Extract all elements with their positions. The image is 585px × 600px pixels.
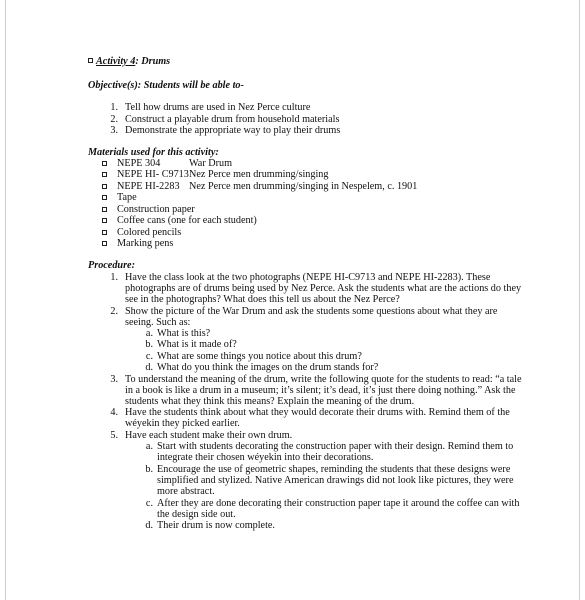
list-number: 2.	[110, 114, 118, 125]
list-number: 3.	[110, 374, 118, 385]
procedure-step-5-sub: more abstract.	[157, 486, 215, 497]
procedure-step-5-sub: Their drum is now complete.	[157, 520, 275, 531]
list-number: 5.	[110, 430, 118, 441]
document-page	[5, 0, 580, 600]
procedure-step-2-sub: What is this?	[157, 328, 211, 339]
procedure-step-5-sub: integrate their chosen wéyekin into their decorations.	[157, 452, 374, 463]
objectives-heading: Objective(s): Students will be able to-	[88, 80, 244, 91]
checkbox-icon	[88, 58, 93, 63]
procedure-step-2-sub: What are some things you notice about this drum?	[157, 351, 362, 362]
activity-heading: Activity 4: Drums	[88, 56, 170, 67]
materials-heading: Materials used for this activity:	[88, 147, 219, 158]
procedure-step-2-sub: What is it made of?	[157, 339, 237, 350]
procedure-step-1-line: Have the class look at the two photographs (NEPE HI-C9713 and NEPE HI-2283). These	[125, 272, 491, 283]
list-number: 3.	[110, 125, 118, 136]
bullet-icon	[102, 172, 107, 177]
bullet-icon	[102, 218, 107, 223]
sub-letter: c.	[145, 351, 153, 362]
procedure-step-2-sub: What do you think the images on the drum stands for?	[157, 362, 379, 373]
objective-item: Construct a playable drum from household materials	[125, 114, 340, 125]
bullet-icon	[102, 161, 107, 166]
procedure-step-4-line: Have the students think about what they would decorate their drums with. Remind them of the	[125, 407, 510, 418]
list-number: 4.	[110, 407, 118, 418]
procedure-step-2-line: seeing. Such as:	[125, 317, 191, 328]
sub-letter: b.	[145, 339, 153, 350]
bullet-icon	[102, 207, 107, 212]
procedure-step-5-sub: Encourage the use of geometric shapes, reminding the students that these designs were	[157, 464, 511, 475]
objective-item: Tell how drums are used in Nez Perce culture	[125, 102, 311, 113]
list-number: 1.	[110, 272, 118, 283]
bullet-icon	[102, 241, 107, 246]
bullet-icon	[102, 184, 107, 189]
material-item: Tape	[117, 192, 137, 203]
list-number: 2.	[110, 306, 118, 317]
procedure-step-5-sub: simplified and stylized. Native American drawings did not look like pictures, they were	[157, 475, 514, 486]
material-item: Construction paper	[117, 204, 195, 215]
material-item: Marking pens	[117, 238, 174, 249]
procedure-step-1-line: photographs are of drums being used by Nez Perce. Ask the students what are the actions do they	[125, 283, 522, 294]
material-code: NEPE 304	[117, 158, 161, 169]
procedure-heading: Procedure:	[88, 260, 135, 271]
sub-letter: b.	[145, 464, 153, 475]
procedure-step-4-line: wéyekin they picked earlier.	[125, 418, 240, 429]
procedure-step-5-line: Have each student make their own drum.	[125, 430, 293, 441]
procedure-step-2-line: Show the picture of the War Drum and ask the students some questions about what they are	[125, 306, 498, 317]
procedure-step-3-line: students what they think this means? Explain the meaning of the drum.	[125, 396, 415, 407]
sub-letter: d.	[145, 520, 153, 531]
sub-letter: a.	[145, 328, 153, 339]
procedure-step-5-sub: Start with students decorating the construction paper with their design. Remind them to	[157, 441, 514, 452]
material-code: NEPE HI- C9713	[117, 169, 189, 180]
procedure-step-3-line: in a book is like a drum in a museum; it’s silent; it’s dead, it’s just there doing nothing.” Ask the	[125, 385, 516, 396]
procedure-step-1-line: see in the photographs? What does this tell us about the Nez Perce?	[125, 294, 400, 305]
procedure-step-3-line: To understand the meaning of the drum, write the following quote for the students to read: “a tale	[125, 374, 522, 385]
procedure-step-5-sub: After they are done decorating their construction paper tape it around the coffee can with	[157, 498, 520, 509]
material-item: Coffee cans (one for each student)	[117, 215, 257, 226]
material-code: NEPE HI-2283	[117, 181, 180, 192]
list-number: 1.	[110, 102, 118, 113]
sub-letter: c.	[145, 498, 153, 509]
bullet-icon	[102, 195, 107, 200]
procedure-step-5-sub: the design side out.	[157, 509, 236, 520]
material-desc: War Drum	[189, 158, 233, 169]
objective-item: Demonstrate the appropriate way to play their drums	[125, 125, 341, 136]
sub-letter: d.	[145, 362, 153, 373]
material-desc: Nez Perce men drumming/singing	[189, 169, 329, 180]
sub-letter: a.	[145, 441, 153, 452]
material-desc: Nez Perce men drumming/singing in Nespelem, c. 1901	[189, 181, 418, 192]
material-item: Colored pencils	[117, 227, 182, 238]
bullet-icon	[102, 230, 107, 235]
